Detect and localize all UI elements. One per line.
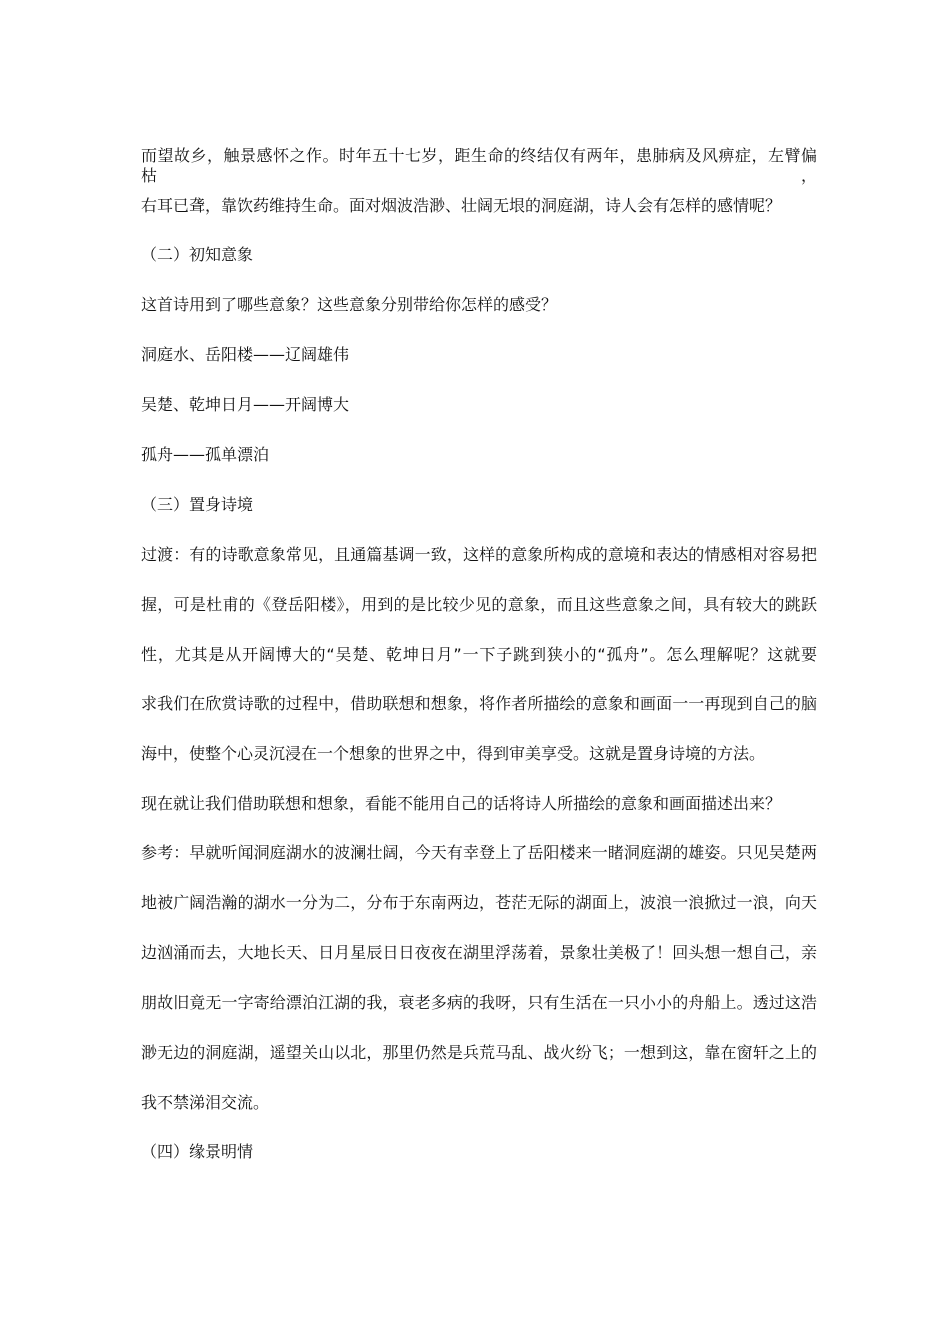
paragraph-line: 边汹涌而去，大地长天、日月星辰日日夜夜在湖里浮荡着，景象壮美极了！回头想一想自己，亲 xyxy=(141,943,817,962)
paragraph-line: 我不禁涕泪交流。 xyxy=(141,1093,270,1112)
paragraph-line: 求我们在欣赏诗歌的过程中，借助联想和想象，将作者所描绘的意象和画面一一再现到自己的脑 xyxy=(141,694,817,713)
paragraph-line: 而望故乡，触景感怀之作。时年五十七岁，距生命的终结仅有两年，患肺病及风痹症，左臂偏枯， xyxy=(141,146,817,185)
imagery-item: 孤舟——孤单漂泊 xyxy=(141,445,270,464)
paragraph-line: 朋故旧竟无一字寄给漂泊江湖的我，衰老多病的我呀，只有生活在一只小小的舟船上。透过这浩 xyxy=(141,993,817,1012)
paragraph-line: 这首诗用到了哪些意象？这些意象分别带给你怎样的感受？ xyxy=(141,295,558,314)
paragraph-line: 过渡：有的诗歌意象常见，且通篇基调一致，这样的意象所构成的意境和表达的情感相对容易把 xyxy=(141,545,817,564)
paragraph-line: 右耳已聋，靠饮药维持生命。面对烟波浩渺、壮阔无垠的洞庭湖，诗人会有怎样的感情呢？ xyxy=(141,196,782,215)
paragraph-line: 地被广阔浩瀚的湖水一分为二，分布于东南两边，苍茫无际的湖面上，波浪一浪掀过一浪，向天 xyxy=(141,893,817,912)
paragraph-line: 性，尤其是从开阔博大的“吴楚、乾坤日月”一下子跳到狭小的“孤舟”。怎么理解呢？这就要 xyxy=(141,645,817,664)
paragraph-line: 参考：早就听闻洞庭湖水的波澜壮阔，今天有幸登上了岳阳楼来一睹洞庭湖的雄姿。只见吴楚两 xyxy=(141,843,817,862)
section-heading: （二）初知意象 xyxy=(141,245,254,264)
paragraph-line: 海中，使整个心灵沉浸在一个想象的世界之中，得到审美享受。这就是置身诗境的方法。 xyxy=(141,744,766,763)
paragraph-line: 渺无边的洞庭湖，遥望关山以北，那里仍然是兵荒马乱、战火纷飞；一想到这，靠在窗轩之上的 xyxy=(141,1043,817,1062)
section-heading: （三）置身诗境 xyxy=(141,495,254,514)
section-heading: （四）缘景明情 xyxy=(141,1142,254,1161)
paragraph-line: 现在就让我们借助联想和想象，看能不能用自己的话将诗人所描绘的意象和画面描述出来？ xyxy=(141,794,782,813)
imagery-item: 洞庭水、岳阳楼——辽阔雄伟 xyxy=(141,345,350,364)
imagery-item: 吴楚、乾坤日月——开阔博大 xyxy=(141,395,350,414)
paragraph-line: 握，可是杜甫的《登岳阳楼》，用到的是比较少见的意象，而且这些意象之间，具有较大的跳跃 xyxy=(141,595,817,614)
